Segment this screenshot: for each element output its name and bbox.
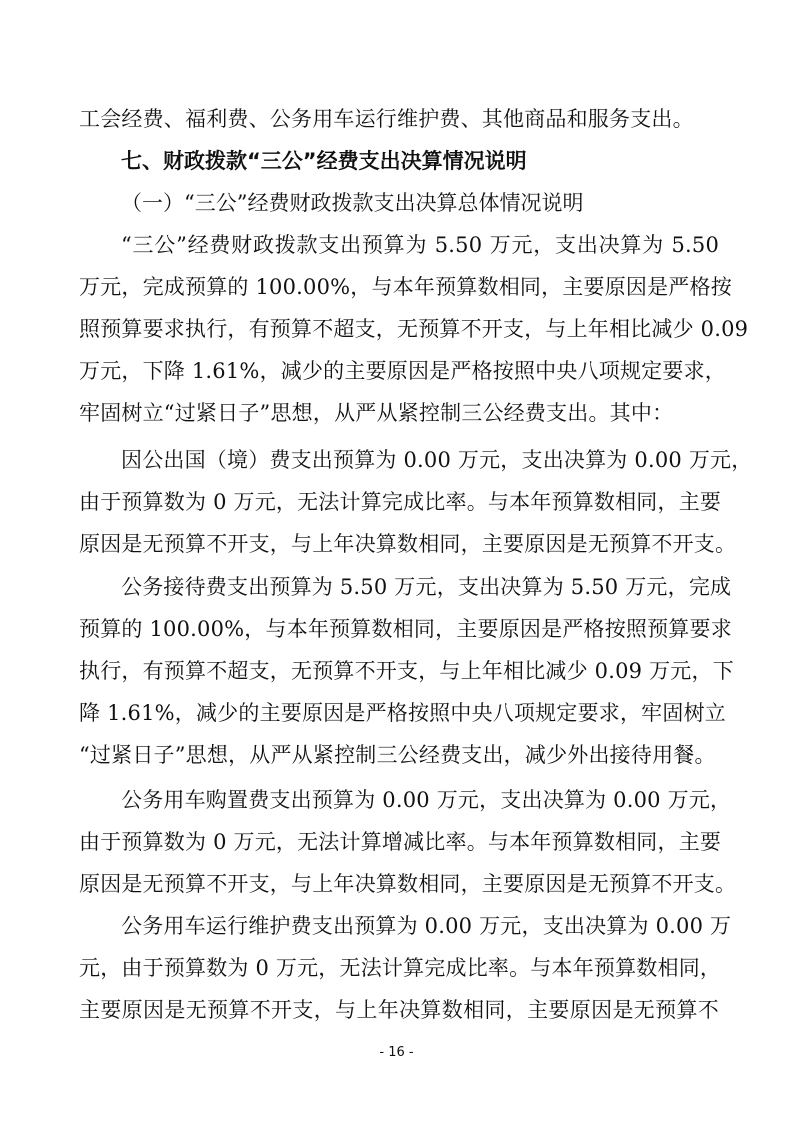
paragraph-line: 由于预算数为 0 万元，无法计算完成比率。与本年预算数相同，主要 — [79, 490, 722, 514]
page-number: - 16 - — [379, 1045, 414, 1060]
paragraph-line: 工会经费、福利费、公务用车运行维护费、其他商品和服务支出。 — [79, 107, 694, 131]
paragraph-line: 降 1.61%，减少的主要原因是严格按照中央八项规定要求，牢固树立 — [79, 701, 726, 725]
paragraph-line: “三公”经费财政拨款支出预算为 5.50 万元，支出决算为 5.50 — [121, 233, 719, 257]
paragraph-line: 预算的 100.00%，与本年预算数相同，主要原因是严格按照预算要求 — [79, 617, 732, 641]
paragraph-line: 牢固树立“过紧日子”思想，从严从紧控制三公经费支出。其中： — [79, 401, 674, 425]
paragraph-line: 公务用车运行维护费支出预算为 0.00 万元，支出决算为 0.00 万 — [121, 914, 732, 938]
paragraph-line: 元，由于预算数为 0 万元，无法计算完成比率。与本年预算数相同， — [79, 956, 722, 980]
paragraph-line: 万元，下降 1.61%，减少的主要原因是严格按照中央八项规定要求， — [79, 359, 726, 383]
section-heading: 七、财政拨款“三公”经费支出决算情况说明 — [121, 149, 527, 173]
paragraph-line: 照预算要求执行，有预算不超支，无预算不开支，与上年相比减少 0.09 — [79, 317, 749, 341]
paragraph-line: 由于预算数为 0 万元，无法计算增减比率。与本年预算数相同，主要 — [79, 830, 722, 854]
paragraph-line: 万元，完成预算的 100.00%，与本年预算数相同，主要原因是严格按 — [79, 275, 732, 299]
paragraph-line: 因公出国（境）费支出预算为 0.00 万元，支出决算为 0.00 万元， — [121, 448, 753, 472]
paragraph-line: 原因是无预算不开支，与上年决算数相同，主要原因是无预算不开支。 — [79, 872, 737, 896]
paragraph-line: 原因是无预算不开支，与上年决算数相同，主要原因是无预算不开支。 — [79, 532, 737, 556]
paragraph-line: 主要原因是无预算不开支，与上年决算数相同，主要原因是无预算不 — [79, 998, 719, 1022]
paragraph-line: 公务接待费支出预算为 5.50 万元，支出决算为 5.50 万元，完成 — [121, 575, 732, 599]
paragraph-line: 执行，有预算不超支，无预算不开支，与上年相比减少 0.09 万元，下 — [79, 659, 734, 683]
paragraph-line: “过紧日子”思想，从严从紧控制三公经费支出，减少外出接待用餐。 — [79, 743, 716, 767]
subsection-heading: （一）“三公”经费财政拨款支出决算总体情况说明 — [121, 191, 584, 215]
paragraph-line: 公务用车购置费支出预算为 0.00 万元，支出决算为 0.00 万元， — [121, 788, 732, 812]
